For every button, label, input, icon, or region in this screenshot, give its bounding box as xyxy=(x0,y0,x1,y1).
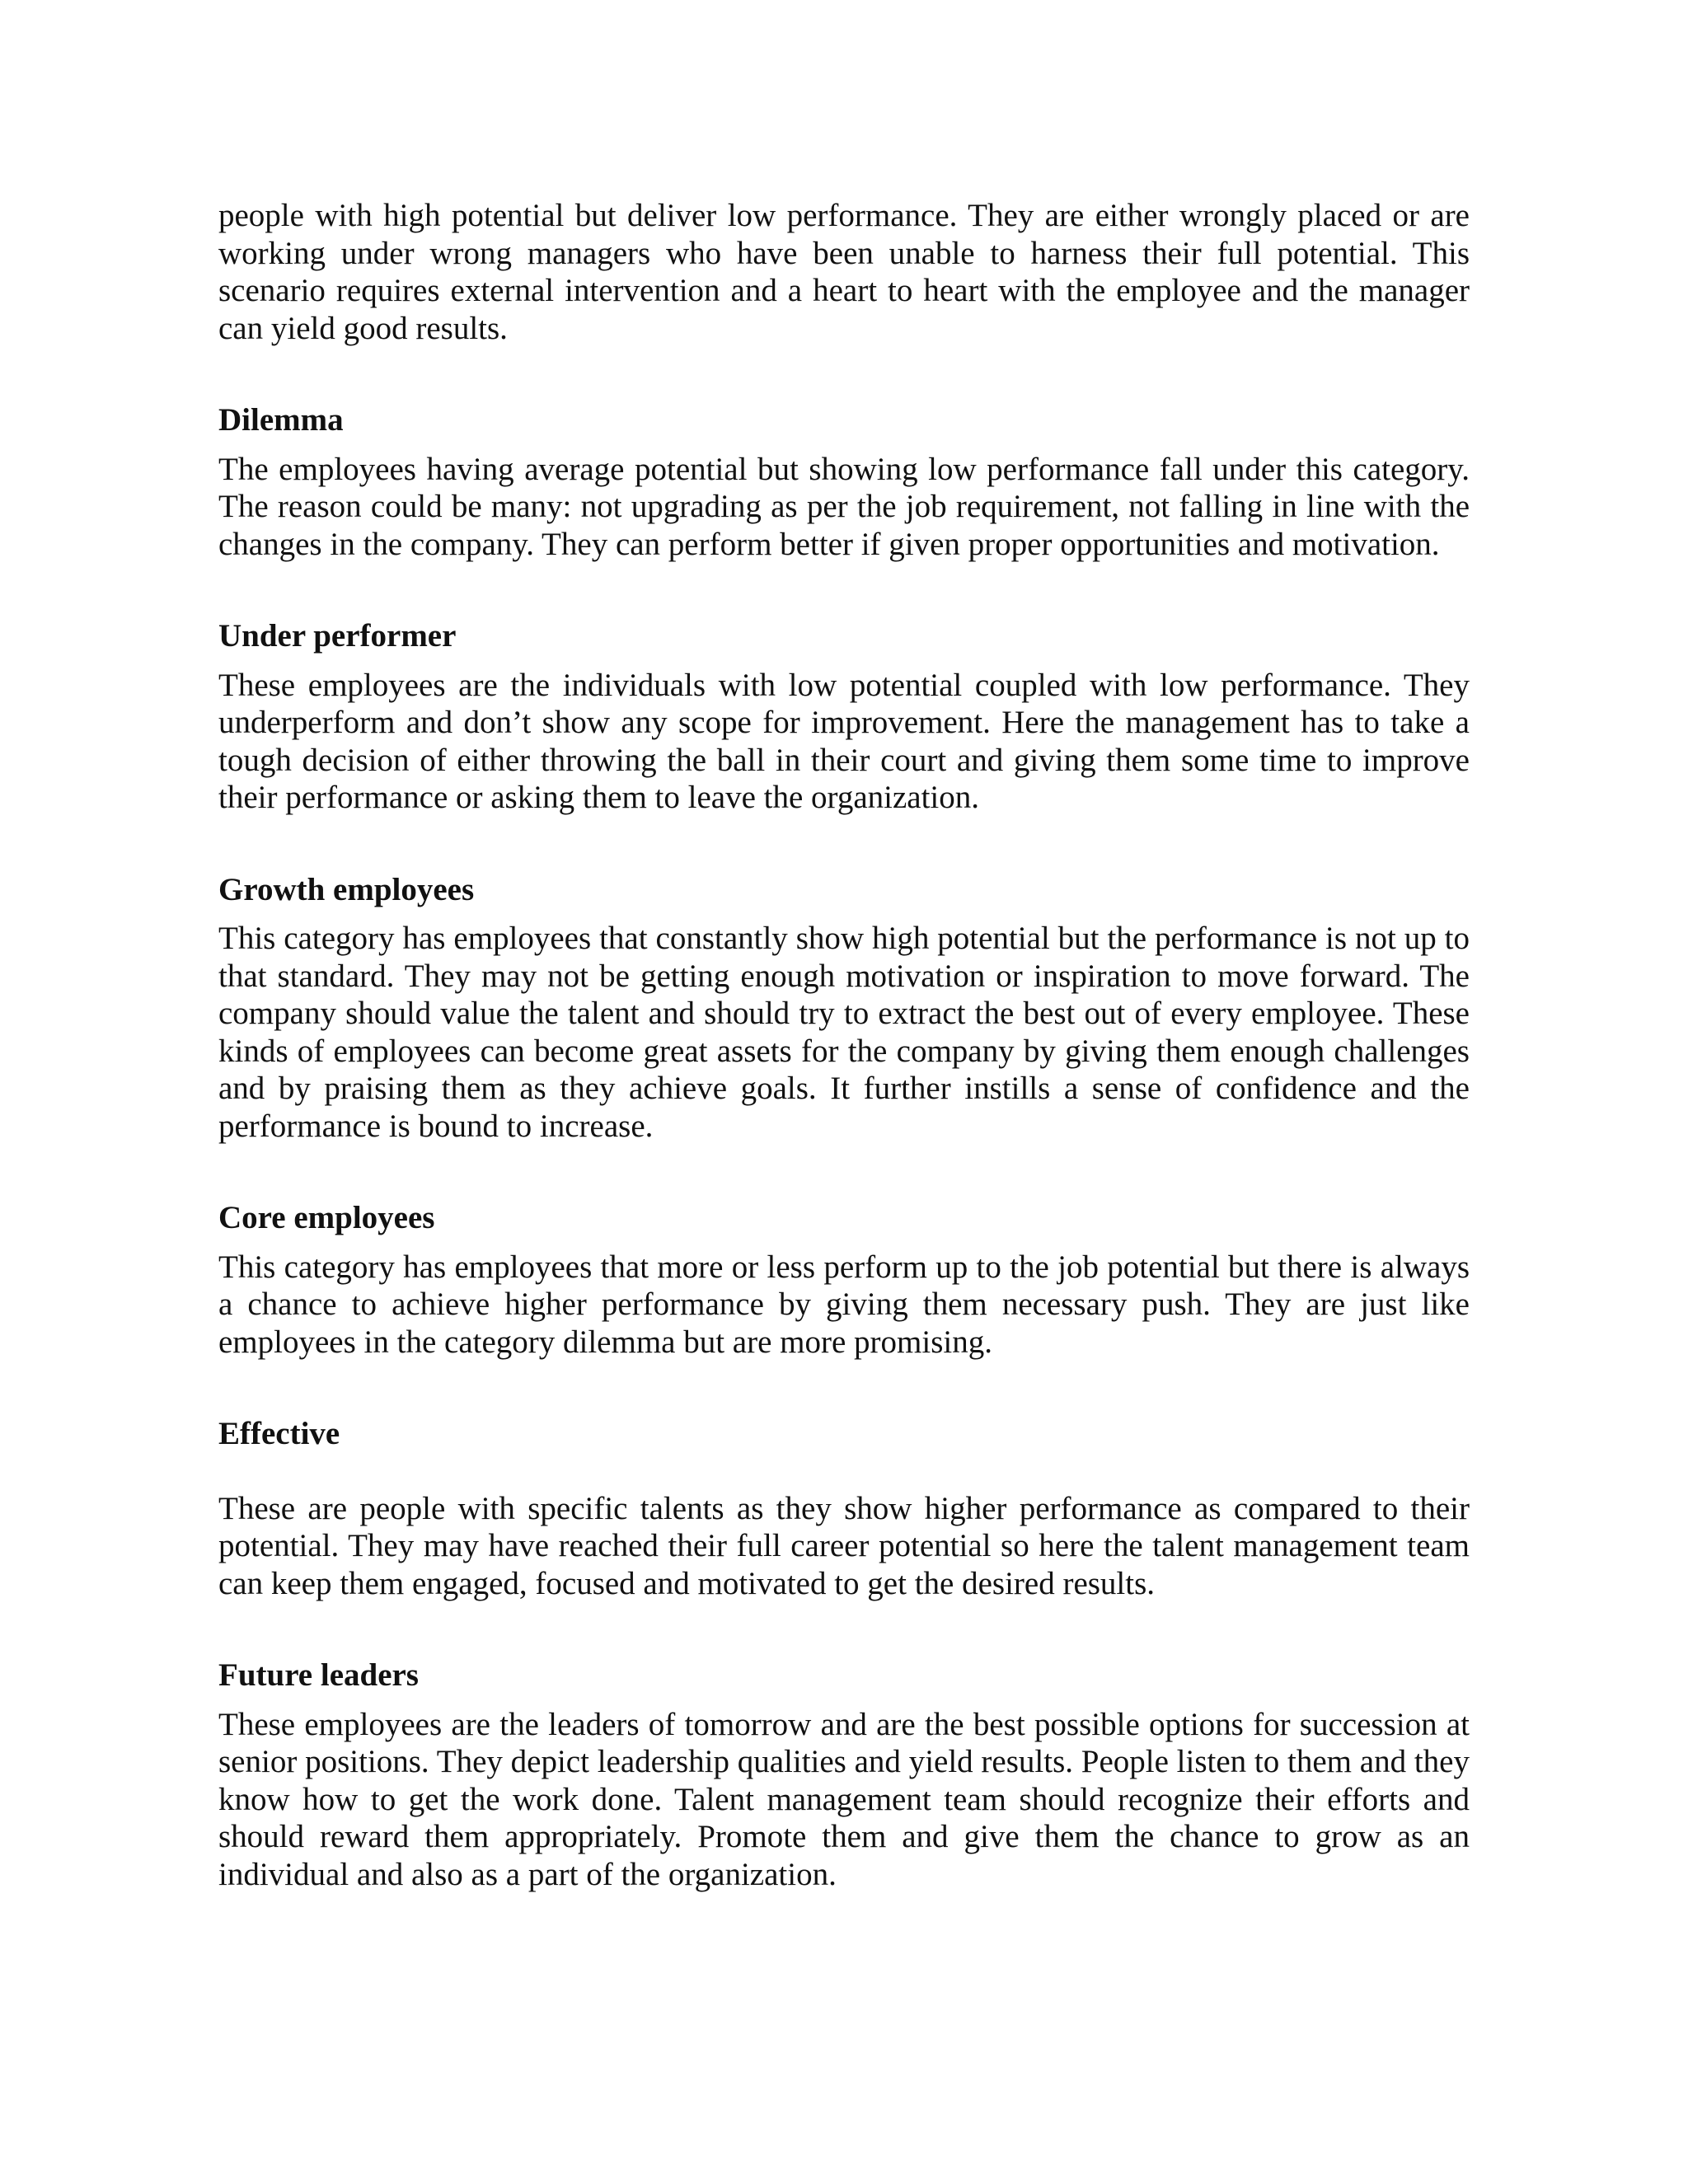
section-core-employees xyxy=(218,1199,1470,1361)
section-paragraph: These employees are the individuals with low potential coupled with low performance. They underperform and don’t show any scope for improvement. Here the management has to take a tough decision of either throwing the ball in their court and giving them some time to improve their performance or asking them to leave the organization. xyxy=(218,667,1470,815)
section-heading: Effective xyxy=(218,1416,340,1451)
section-paragraph: The employees having average potential but showing low performance fall under this category. The reason could be many: not upgrading as per the job requirement, not falling in line with the changes in the company. They can perform better if given proper opportunities and motivation. xyxy=(218,451,1470,562)
section-paragraph: This category has employees that more or less perform up to the job potential but there is always a chance to achieve higher performance by giving them necessary push. They are just like employees in the category dilemma but are more promising. xyxy=(218,1249,1470,1360)
text-column xyxy=(218,197,1470,1893)
section-future-leaders xyxy=(218,1657,1470,1893)
section-under-performer xyxy=(218,617,1470,817)
section-paragraph: This category has employees that constantly show high potential but the performance is not up to that standard. They may not be getting enough motivation or inspiration to move forward. The company should value the talent and should try to extract the best out of every employee. These kinds of employees can become great assets for the company by giving them enough challenges and by praising them as they achieve goals. It further instills a sense of confidence and the performance is bound to increase. xyxy=(218,921,1470,1144)
section-growth-employees xyxy=(218,871,1470,1146)
section-heading: Future leaders xyxy=(218,1657,419,1693)
section-heading: Dilemma xyxy=(218,402,344,438)
section-heading: Under performer xyxy=(218,618,457,654)
section-paragraph: These employees are the leaders of tomorrow and are the best possible options for succession at senior positions. They depict leadership qualities and yield results. People listen to them and they know how to get the work done. Talent management team should recognize their efforts and should reward them appropriately. Promote them and give them the chance to grow as an individual and also as a part of the organization. xyxy=(218,1706,1470,1892)
section-heading: Growth employees xyxy=(218,871,475,907)
section-paragraph: These are people with specific talents as they show higher performance as compared to their potential. They may have reached their full career potential so here the talent management team can keep them engaged, focused and motivated to get the desired results. xyxy=(218,1490,1470,1601)
section-heading: Core employees xyxy=(218,1200,435,1235)
intro-paragraph: people with high potential but deliver low performance. They are either wrongly placed or are working under wrong managers who have been unable to harness their full potential. This scenario requires external intervention and a heart to heart with the employee and the manager can yield good results. xyxy=(218,198,1470,346)
section-dilemma xyxy=(218,401,1470,563)
section-effective xyxy=(218,1415,1470,1602)
